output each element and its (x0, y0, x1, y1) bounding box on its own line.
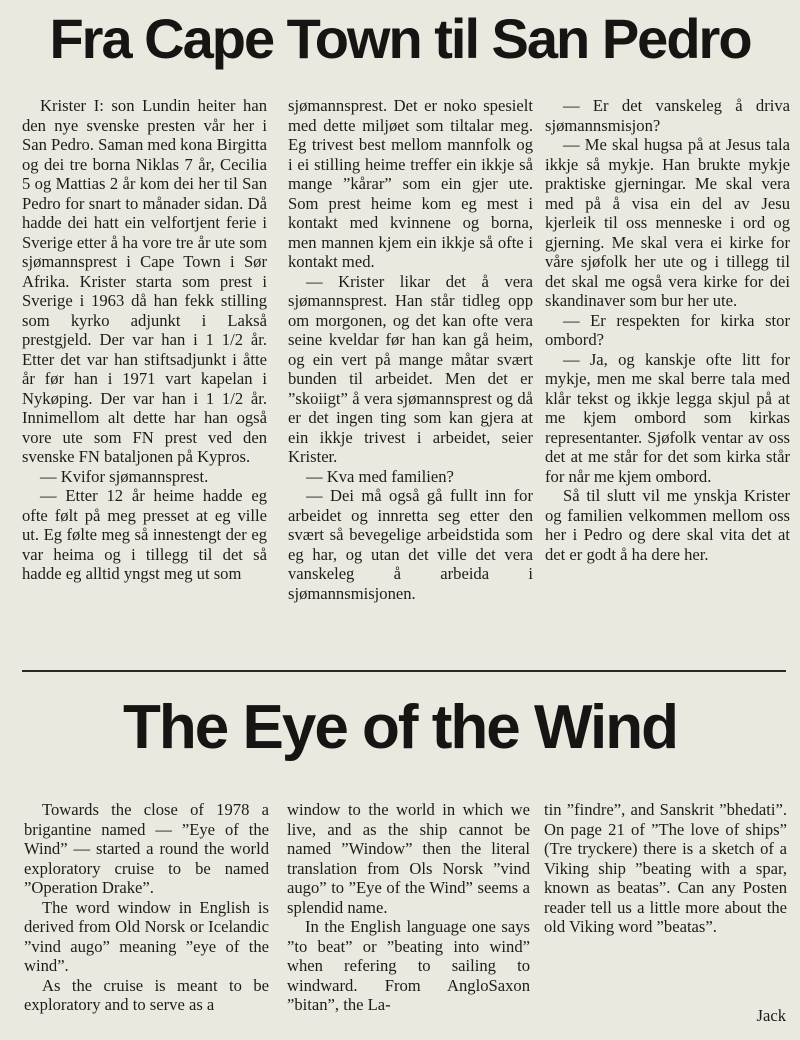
paragraph: Krister I: son Lundin heiter han den nye svenske presten vår her i San Pedro. Saman med kona Birgitta og dei tre borna Niklas 7 år, Cecilia 5 og Mattias 2 år kom dei her til San Pedro for snart to månader sidan. Då hadde dei hatt ein velfortjent ferie i Sverige etter å ha vore tre år ute som sjømannsprest i Cape Town i Sør Afrika. Krister starta som prest i Sverige i 1963 då han fekk stilling som kyrko adjunkt i Lakså prestgjeld. Der var han i 1 1/2 år. Etter det var han stiftsadjunkt i åtte år før han i 1971 vart kapelan i Nykøping. Der var han i 1 1/2 år. Innimellom alt dette har han også vore ute som FN prest ved den svenske FN bataljonen på Kypros. (22, 96, 267, 466)
paragraph: Towards the close of 1978 a brigantine named — ”Eye of the Wind” — started a round the world exploratory cruise to be named ”Operation Drake”. (24, 800, 269, 897)
article-column-1 (22, 96, 267, 584)
paragraph: — Krister likar det å vera sjømannsprest. Han står tidleg opp om morgonen, og det kan ofte vera seine kveldar før han kan gå heim, og ein vert på mange måtar svært bunden til arbeidet. Men det er ”skoiigt” å vera sjømannsprest og då er det ingen ting som kan gjera at ein ikkje trivest i arbeidet, seier Krister. (288, 271, 533, 466)
paragraph: — Dei må også gå fullt inn for arbeidet og innretta seg etter den svært så bevegelige arbeidstida som eg har, og utan det ville det vera vanskeleg å arbeida i sjømannsmisjonen. (288, 486, 533, 603)
article-column-3 (544, 800, 787, 937)
paragraph: — Kvifor sjømannsprest. (40, 466, 209, 486)
article-title: Fra Cape Town til San Pedro (49, 7, 751, 70)
paragraph: — Er det vanskeleg å driva sjømannsmisjon? (545, 96, 790, 135)
paragraph: As the cruise is meant to be exploratory and to serve as a (24, 975, 269, 1014)
paragraph: The word window in English is derived from Old Norsk or Icelandic ”vind augo” meaning ”eye of the wind”. (24, 897, 269, 975)
paragraph: — Me skal hugsa på at Jesus tala ikkje så mykje. Han brukte mykje praktiske gjerningar. Me skal vera med på å visa ein del av Jesu kjerleik til oss menneske i ord og gjerning. Me skal vera ei kirke for våre sjøfolk her ute og i tillegg til det skal me også vera kirke for dei skandinaver som bur her ute. (545, 135, 790, 310)
paragraph: sjømannsprest. Det er noko spesielt med dette miljøet som tiltalar meg. Eg trivest best mellom mannfolk og i ei stilling heime treffer ein ikkje så mange ”kårar” som ein gjer ute. Som prest heime kom eg mest i kontakt med kvinnene og borna, men mannen kjem ein ikkje så ofte i kontakt med. (288, 96, 533, 271)
paragraph: — Er respekten for kirka stor ombord? (545, 310, 790, 349)
article-title: The Eye of the Wind (123, 693, 677, 762)
paragraph: — Kva med familien? (306, 466, 454, 486)
author-signature: Jack (756, 1006, 786, 1025)
article-column-2 (288, 96, 533, 603)
paragraph: window to the world in which we live, and as the ship cannot be named ”Window” then the literal translation from Ols Norsk ”vind augo” to ”Eye of the Wind” seems a splendid name. (287, 800, 530, 917)
paragraph: — Etter 12 år heime hadde eg ofte følt på meg presset at eg ville ut. Eg følte meg så innestengt der eg var heima og i tillegg til det så hadde eg alltid yngst meg ut som (22, 486, 267, 583)
article-column-2 (287, 800, 530, 1015)
article-column-3 (545, 96, 790, 564)
section-divider (22, 670, 786, 672)
article-column-1 (24, 800, 269, 1015)
paragraph: Så til slutt vil me ynskja Krister og familien velkommen mellom oss her i Pedro og dere skal vita det at det er godt å ha dere her. (545, 486, 790, 564)
paragraph: tin ”findre”, and Sanskrit ”bhedati”. On page 21 of ”The love of ships” (Tre tryckere) there is a sketch of a Viking ship ”beating with a spar, known as beatas”. Can any Posten reader tell us a little more about the old Viking word ”beatas”. (544, 800, 787, 936)
paragraph: In the English language one says ”to beat” or ”beating into wind” when refering to sailing to windward. From AngloSaxon ”bitan”, the La- (287, 917, 530, 1014)
paragraph: — Ja, og kanskje ofte litt for mykje, men me skal berre tala med klår tekst og ikkje legga skjul på at me kjem ombord som kirkas representanter. Sjøfolk ventar av oss det at me står for det som kirka står for når me kjem ombord. (545, 349, 790, 486)
